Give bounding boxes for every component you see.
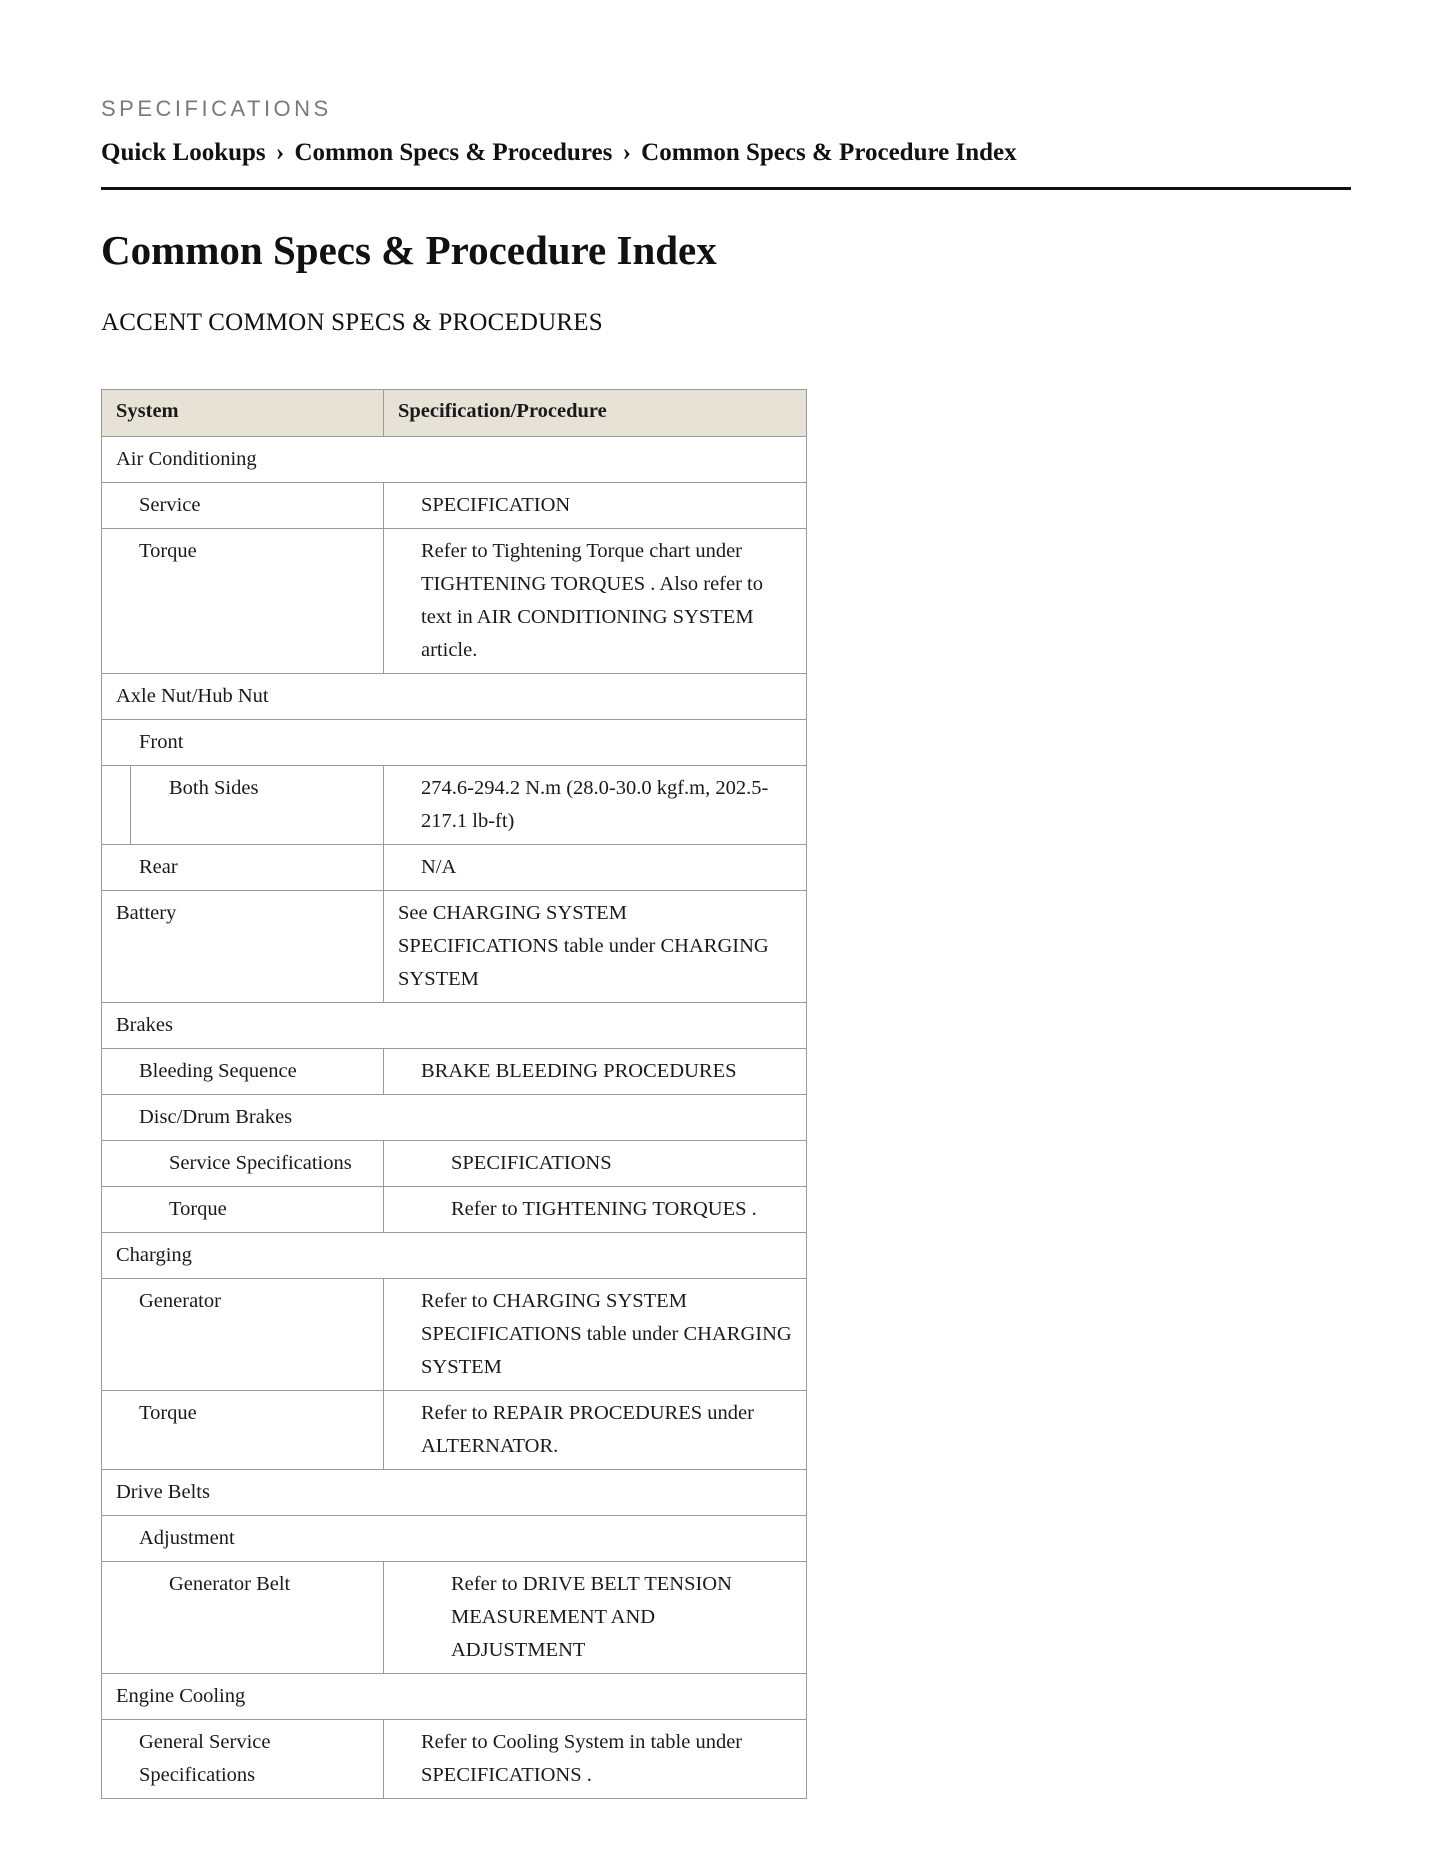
table-row	[102, 1562, 807, 1674]
spec-cell: Refer to REPAIR PROCEDURES under ALTERNATOR.	[384, 1391, 807, 1470]
breadcrumb	[101, 139, 1351, 190]
table-row	[102, 1470, 807, 1516]
spec-cell: N/A	[384, 845, 807, 891]
column-header-spec: Specification/Procedure	[384, 390, 807, 437]
table-row	[102, 1003, 807, 1049]
spec-cell: See CHARGING SYSTEM SPECIFICATIONS table under CHARGING SYSTEM	[384, 891, 807, 1003]
spec-link[interactable]: Refer to DRIVE BELT TENSION MEASUREMENT AND ADJUSTMENT	[384, 1562, 807, 1674]
spec-cell: Refer to Cooling System in table under SPECIFICATIONS .	[384, 1720, 807, 1799]
subgroup-heading: Front	[102, 720, 807, 766]
spec-cell: Refer to TIGHTENING TORQUES .	[384, 1187, 807, 1233]
system-cell: Rear	[102, 845, 384, 891]
spec-cell: Refer to CHARGING SYSTEM SPECIFICATIONS table under CHARGING SYSTEM	[384, 1279, 807, 1391]
spec-cell: 274.6-294.2 N.m (28.0-30.0 kgf.m, 202.5-217.1 lb-ft)	[384, 766, 807, 845]
system-label: Both Sides	[169, 777, 259, 799]
table-row	[102, 1187, 807, 1233]
table-row	[102, 1049, 807, 1095]
group-heading: Engine Cooling	[102, 1674, 807, 1720]
page-title: Common Specs & Procedure Index	[101, 227, 717, 273]
breadcrumb-separator: ›	[275, 139, 285, 166]
nesting-divider	[130, 766, 131, 844]
group-heading: Drive Belts	[102, 1470, 807, 1516]
group-heading: Air Conditioning	[102, 437, 807, 483]
breadcrumb-item-current: Common Specs & Procedure Index	[641, 139, 1017, 166]
system-cell: Torque	[102, 529, 384, 674]
group-heading: Axle Nut/Hub Nut	[102, 674, 807, 720]
group-heading: Charging	[102, 1233, 807, 1279]
subgroup-heading: Disc/Drum Brakes	[102, 1095, 807, 1141]
table-row	[102, 1720, 807, 1799]
system-cell: Generator Belt	[102, 1562, 384, 1674]
table-row	[102, 1095, 807, 1141]
section-eyebrow: SPECIFICATIONS	[101, 96, 332, 121]
table-row	[102, 891, 807, 1003]
table-row	[102, 1279, 807, 1391]
table-row	[102, 1674, 807, 1720]
page-subtitle: ACCENT COMMON SPECS & PROCEDURES	[101, 309, 603, 336]
system-cell: Service Specifications	[102, 1141, 384, 1187]
table-row	[102, 1391, 807, 1470]
breadcrumb-separator: ›	[622, 139, 631, 166]
system-cell: Generator	[102, 1279, 384, 1391]
table-row	[102, 483, 807, 529]
table-row	[102, 437, 807, 483]
table-row	[102, 1233, 807, 1279]
table-row	[102, 1141, 807, 1187]
spec-cell: Refer to Tightening Torque chart under TIGHTENING TORQUES . Also refer to text in AIR CONDITIONING SYSTEM article.	[384, 529, 807, 674]
table-row	[102, 1516, 807, 1562]
group-heading: Brakes	[102, 1003, 807, 1049]
system-cell: Bleeding Sequence	[102, 1049, 384, 1095]
system-cell: General Service Specifications	[102, 1720, 384, 1799]
subgroup-heading: Adjustment	[102, 1516, 807, 1562]
table-row	[102, 529, 807, 674]
system-cell: Service	[102, 483, 384, 529]
spec-link[interactable]: SPECIFICATIONS	[384, 1141, 807, 1187]
system-cell: Torque	[102, 1187, 384, 1233]
table-row	[102, 674, 807, 720]
breadcrumb-item-common-specs[interactable]: Common Specs & Procedures	[294, 139, 613, 166]
system-cell: Torque	[102, 1391, 384, 1470]
system-cell: Battery	[102, 891, 384, 1003]
column-header-system: System	[102, 390, 384, 437]
spec-table	[101, 389, 807, 1799]
breadcrumb-item-quick-lookups[interactable]: Quick Lookups	[101, 139, 266, 166]
table-row	[102, 766, 807, 845]
table-row	[102, 720, 807, 766]
spec-link[interactable]: SPECIFICATION	[384, 483, 807, 529]
spec-link[interactable]: BRAKE BLEEDING PROCEDURES	[384, 1049, 807, 1095]
table-row	[102, 845, 807, 891]
system-cell	[102, 766, 384, 845]
table-header-row	[102, 390, 807, 437]
